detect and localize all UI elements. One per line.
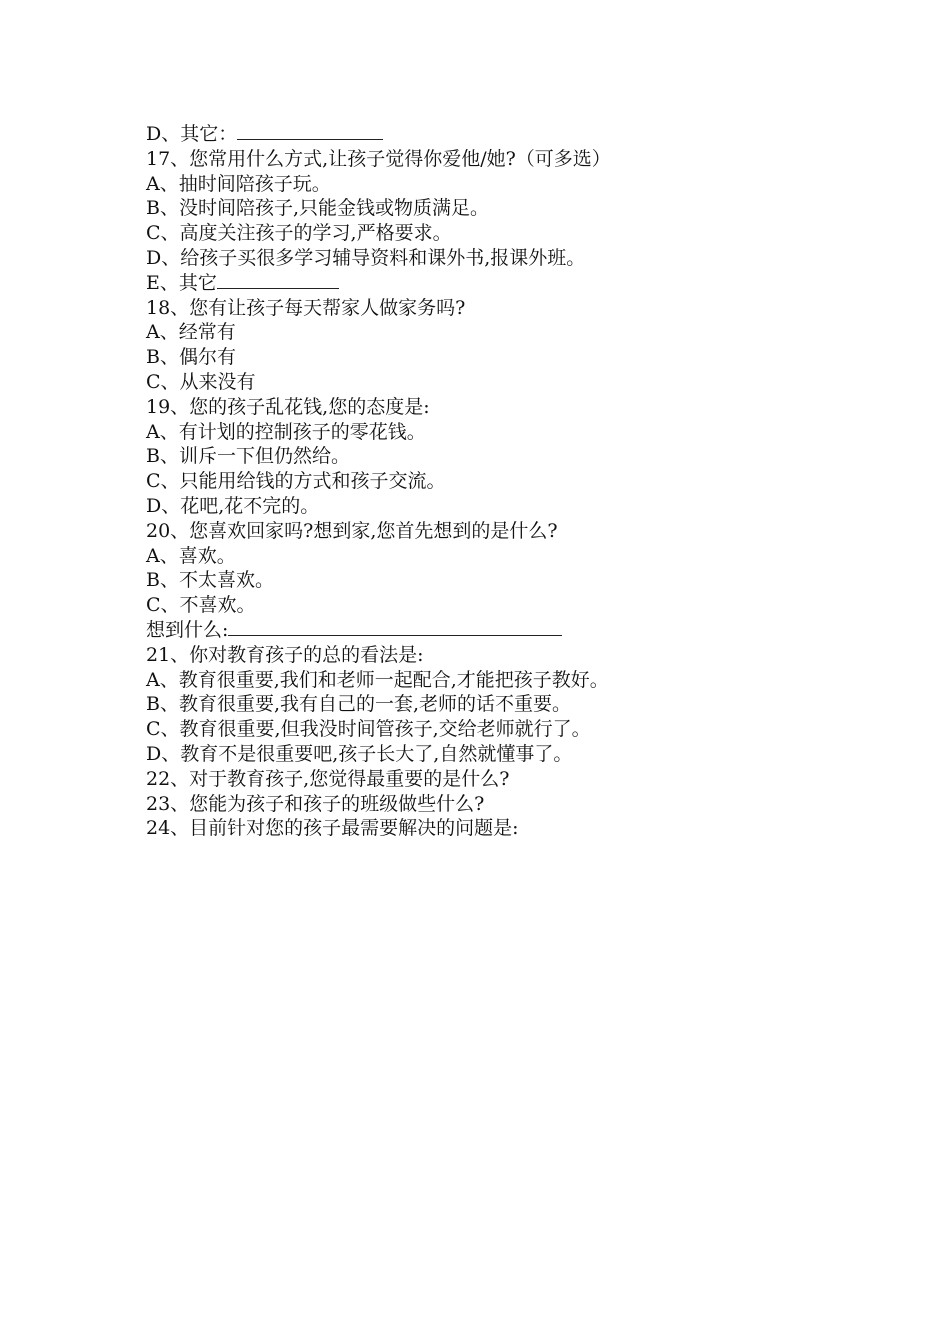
q16-option-d [146, 122, 866, 147]
q16-answer-blank[interactable] [237, 122, 383, 140]
q20-follow-up [146, 618, 866, 643]
q17-option-c: C、高度关注孩子的学习,严格要求。 [146, 222, 452, 245]
q17-option-e [146, 271, 866, 296]
q18-question: 18、您有让孩子每天帮家人做家务吗? [146, 296, 466, 319]
q20-follow-up-label: 想到什么: [146, 618, 229, 641]
q20-option-c: C、不喜欢。 [146, 594, 256, 617]
q16-option-d-label: D、其它： [146, 123, 238, 145]
q17-answer-blank[interactable] [217, 271, 339, 289]
q19-option-b: B、训斥一下但仍然给。 [146, 445, 350, 468]
q20-answer-blank[interactable] [228, 618, 562, 636]
q18-option-b: B、偶尔有 [146, 346, 236, 369]
q21-question: 21、你对教育孩子的总的看法是: [146, 643, 424, 666]
q17-option-d: D、给孩子买很多学习辅导资料和课外书,报课外班。 [146, 246, 586, 269]
q19-option-d: D、花吧,花不完的。 [146, 494, 320, 517]
q19-option-c: C、只能用给钱的方式和孩子交流。 [146, 470, 446, 493]
q18-option-a: A、经常有 [146, 321, 236, 344]
q21-option-a: A、教育很重要,我们和老师一起配合,才能把孩子教好。 [146, 668, 609, 691]
q24-question: 24、目前针对您的孩子最需要解决的问题是: [146, 817, 519, 840]
q19-option-a: A、有计划的控制孩子的零花钱。 [146, 420, 426, 443]
q20-option-b: B、不太喜欢。 [146, 569, 274, 592]
q19-question: 19、您的孩子乱花钱,您的态度是: [146, 395, 430, 418]
q21-option-d: D、教育不是很重要吧,孩子长大了,自然就懂事了。 [146, 742, 573, 765]
q17-option-e-label: E、其它 [146, 271, 217, 294]
questionnaire-body [146, 122, 866, 841]
q17-question: 17、您常用什么方式,让孩子觉得你爱他/她?（可多选） [146, 147, 611, 170]
q21-option-b: B、教育很重要,我有自己的一套,老师的话不重要。 [146, 693, 572, 716]
q17-option-a: A、抽时间陪孩子玩。 [146, 172, 331, 195]
q20-question: 20、您喜欢回家吗?想到家,您首先想到的是什么? [146, 519, 558, 542]
q22-question: 22、对于教育孩子,您觉得最重要的是什么? [146, 767, 510, 790]
q23-question: 23、您能为孩子和孩子的班级做些什么? [146, 792, 485, 815]
q20-option-a: A、喜欢。 [146, 544, 236, 567]
q21-option-c: C、教育很重要,但我没时间管孩子,交给老师就行了。 [146, 718, 591, 741]
q18-option-c: C、从来没有 [146, 370, 256, 393]
q17-option-b: B、没时间陪孩子,只能金钱或物质满足。 [146, 197, 490, 220]
